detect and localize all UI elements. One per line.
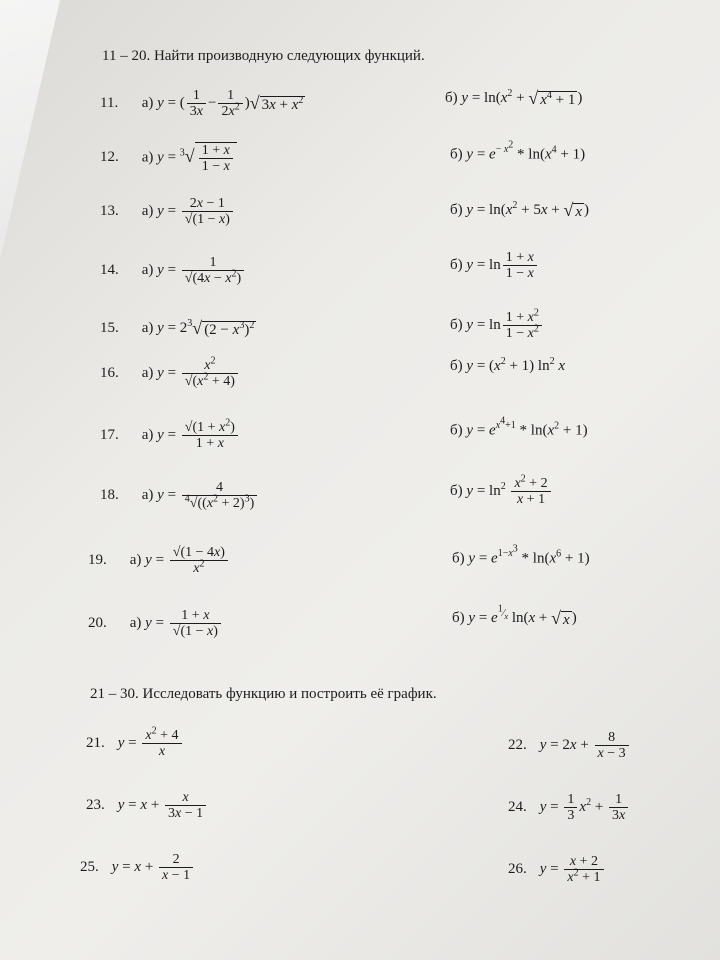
problem-number: 20. — [88, 614, 107, 631]
part-b-label: б) — [450, 316, 463, 333]
part-b-label: б) — [452, 550, 465, 567]
problem-20-a: 20. а) y = $\frac{1 + x}{√(1 - x)}$ — [88, 608, 223, 639]
part-b-label: б) — [450, 422, 463, 439]
problem-21: 21. y = $\frac{x^2 + 4}{x}$ — [86, 728, 184, 759]
problem-17-a: 17. а) y = $\frac{√(1 + x^2)}{1 + x}$ — [100, 420, 240, 451]
problem-23: 23. y = x + $\frac{x}{3x - 1}$ — [86, 790, 208, 821]
problem-17-b: б) $y = e^{x^4+1} * \ln(x^2 + 1)$ — [450, 416, 588, 439]
part-a-label: а) — [141, 486, 154, 503]
problem-number: 24. — [508, 798, 527, 815]
problem-13-b: б) $y = \ln(x^2 + 5x$ + √ x ) — [450, 199, 590, 220]
problem-18-a: 18. а) y = $\frac{4}{^4√((x^2 + 2)^3)}$ — [100, 480, 259, 511]
problem-number: 23. — [86, 796, 105, 813]
problem-13-a: 13. а) y = $\frac{2x - 1}{√(1 - x)}$ — [100, 196, 235, 227]
problem-12-b: б) $y = e^{- x^2} * \ln(x^4 + 1)$ — [450, 140, 586, 163]
part-b-label: б) — [445, 89, 458, 106]
part-b-label: б) — [450, 256, 463, 273]
part-a-label: а) — [129, 614, 142, 631]
problem-number: 22. — [508, 736, 527, 753]
part-a-label: а) — [141, 261, 154, 278]
problem-16-b: б) $y = (x^2 + 1)$ $\ln^2 x$ — [450, 356, 565, 374]
part-b-label: б) — [450, 482, 463, 499]
problem-number: 11. — [100, 94, 119, 111]
problem-14-b: б) y = ln $\frac{1 + x}{1 - x}$ — [450, 250, 539, 281]
part-a-label: а) — [129, 551, 142, 568]
problem-number: 21. — [86, 734, 105, 751]
problem-15-a: 15. а) $y = 2^3√$ $(2 - x^3)^2$ — [100, 317, 255, 338]
problem-19-b: б) $y = e^{1-x^3} * \ln(x^6 + 1)$ — [452, 544, 590, 567]
problem-16-a: 16. а) y = $\frac{x^2}{√(x^2 + 4)}$ — [100, 358, 240, 389]
problem-18-b: б) $y = \ln^2$ $\frac{x^2 + 2}{x + 1}$ — [450, 476, 553, 507]
section-heading-graphs: 21 – 30. Исследовать функцию и построить её график. — [90, 686, 437, 702]
problem-number: 26. — [508, 860, 527, 877]
problem-12-a: 12. а) y = $^3$√ $\frac{1 + x}{1 - x}$ — [100, 142, 237, 174]
problem-number: 18. — [100, 486, 119, 503]
problem-11-b: б) $y = \ln(x^2$ + √ $x^4 + 1$ ) — [445, 87, 583, 108]
problem-15-b: б) y = ln $\frac{1 + x^2}{1 - x^2}$ — [450, 310, 544, 341]
part-a-label: а) — [141, 149, 154, 166]
part-a-label: а) — [141, 319, 154, 336]
paper-sheet-edge — [0, 0, 60, 260]
part-a-label: а) — [141, 426, 154, 443]
part-b-label: б) — [452, 609, 465, 626]
part-a-label: а) — [141, 202, 154, 219]
part-a-label: а) — [141, 94, 154, 111]
problem-number: 12. — [100, 149, 119, 166]
problem-number: 13. — [100, 202, 119, 219]
problem-number: 25. — [80, 858, 99, 875]
problem-number: 17. — [100, 426, 119, 443]
problem-26: 26. y = $\frac{x + 2}{x^2 + 1}$ — [508, 854, 606, 885]
problem-11-a: 11. а) y = ( $\frac{1}{3x}$ − $\frac{1}{2x^2}$ )√ $3x + x^2$ — [100, 88, 304, 119]
problem-number: 19. — [88, 551, 107, 568]
part-b-label: б) — [450, 146, 463, 163]
problem-number: 15. — [100, 319, 119, 336]
part-b-label: б) — [450, 201, 463, 218]
problem-14-a: 14. а) y = $\frac{1}{√(4x - x^2)}$ — [100, 255, 246, 286]
problem-20-b: б) $y = e^{^1⁄_x}$ ln(x + √ x ) — [452, 603, 577, 628]
problem-number: 14. — [100, 261, 119, 278]
section-heading-derivatives: 11 – 20. Найти производную следующих функций. — [102, 48, 425, 64]
problem-22: 22. y = 2x + $\frac{8}{x - 3}$ — [508, 730, 631, 761]
part-b-label: б) — [450, 358, 463, 374]
problem-number: 16. — [100, 364, 119, 381]
problem-25: 25. y = x + $\frac{2}{x - 1}$ — [80, 852, 195, 883]
part-a-label: а) — [141, 364, 154, 381]
problem-24: 24. y = $\frac{1}{3}$ $x^2$ + $\frac{1}{3x}$ — [508, 792, 630, 823]
problem-19-a: 19. а) y = $\frac{√(1 - 4x)}{x^2}$ — [88, 545, 230, 576]
